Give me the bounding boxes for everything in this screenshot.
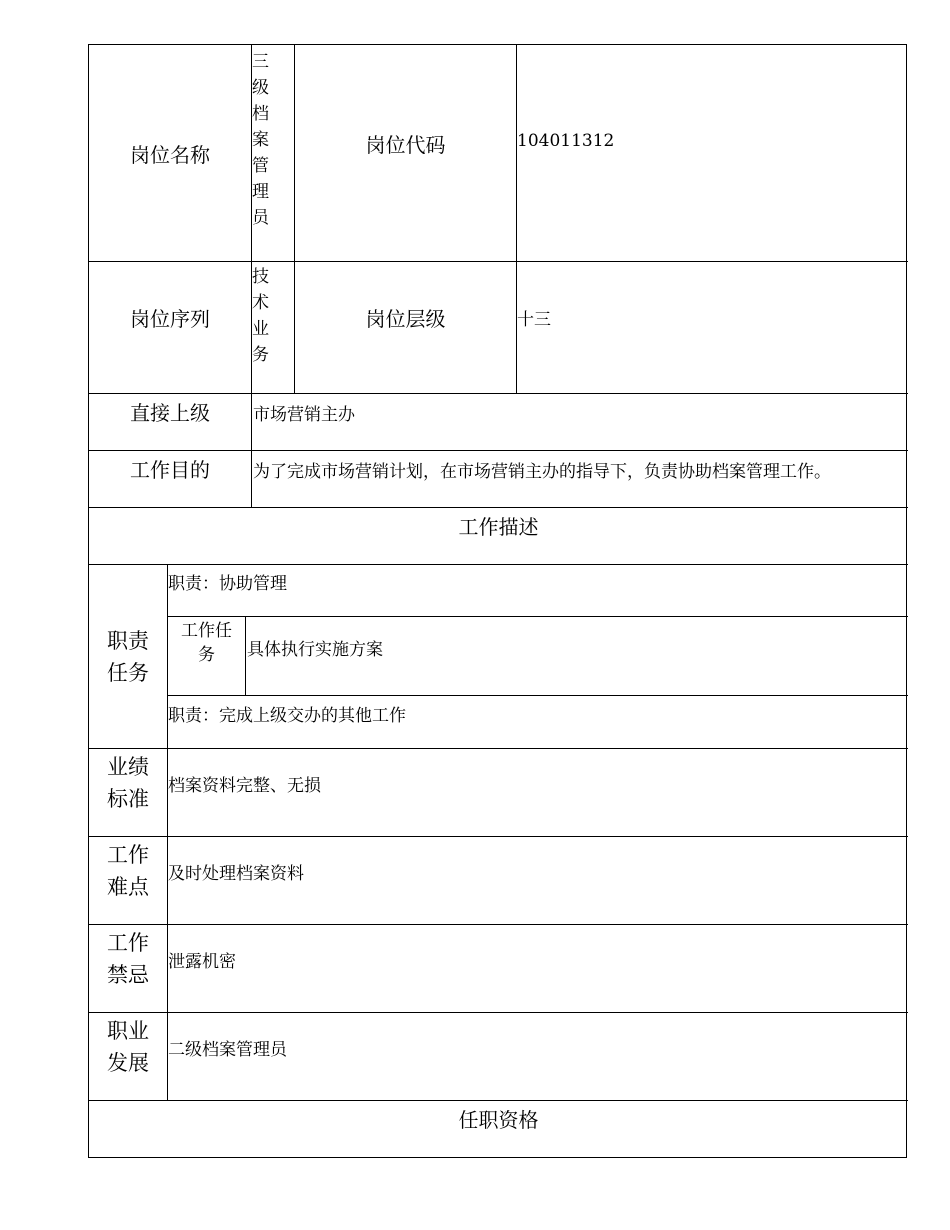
performance-label-cell bbox=[89, 749, 167, 836]
row-divider bbox=[167, 695, 908, 696]
duty-1: 职责：协助管理 bbox=[168, 574, 287, 594]
row-divider bbox=[89, 924, 908, 925]
position-level-label: 岗位层级 bbox=[365, 306, 446, 331]
position-code-value: 104011312 bbox=[517, 131, 615, 151]
career-label: 职业发展 bbox=[107, 1019, 149, 1075]
work-purpose-label: 工作目的 bbox=[130, 457, 210, 482]
col-divider bbox=[245, 616, 246, 695]
difficulty-value: 及时处理档案资料 bbox=[168, 864, 304, 884]
row-divider bbox=[89, 836, 908, 837]
qualification-header: 任职资格 bbox=[458, 1107, 539, 1132]
work-purpose-value: 为了完成市场营销计划，在市场营销主办的指导下，负责协助档案管理工作。 bbox=[253, 462, 831, 482]
position-sequence-label: 岗位序列 bbox=[130, 306, 210, 331]
duties-label-cell bbox=[89, 565, 167, 748]
direct-superior-label: 直接上级 bbox=[130, 400, 210, 425]
taboo-label: 工作禁忌 bbox=[107, 931, 149, 987]
taboo-label-cell bbox=[89, 925, 167, 1012]
duty-2: 职责：完成上级交办的其他工作 bbox=[168, 706, 406, 726]
row-divider bbox=[167, 616, 908, 617]
performance-value: 档案资料完整、无损 bbox=[168, 776, 321, 796]
position-code-label: 岗位代码 bbox=[365, 132, 446, 157]
difficulty-label-cell bbox=[89, 837, 167, 924]
task-label: 工作任务 bbox=[181, 621, 232, 665]
row-divider bbox=[89, 748, 908, 749]
duties-label: 职责任务 bbox=[107, 628, 149, 685]
task-label-cell bbox=[168, 617, 245, 695]
career-label-cell bbox=[89, 1013, 167, 1100]
position-name-label: 岗位名称 bbox=[130, 142, 210, 167]
work-description-header: 工作描述 bbox=[458, 514, 539, 539]
performance-label: 业绩标准 bbox=[107, 755, 149, 811]
position-sequence-value: 技术业务 bbox=[252, 267, 269, 365]
taboo-value: 泄露机密 bbox=[168, 952, 236, 972]
direct-superior-value: 市场营销主办 bbox=[253, 405, 355, 425]
difficulty-label: 工作难点 bbox=[107, 843, 149, 899]
job-description-table bbox=[88, 44, 907, 1158]
position-level-value: 十三 bbox=[517, 310, 551, 330]
position-name-value: 三级档案管理员 bbox=[252, 52, 269, 228]
row-divider bbox=[89, 564, 908, 565]
row-divider bbox=[89, 1012, 908, 1013]
career-value: 二级档案管理员 bbox=[168, 1040, 287, 1060]
col-divider bbox=[516, 45, 517, 393]
task-value: 具体执行实施方案 bbox=[247, 640, 383, 660]
